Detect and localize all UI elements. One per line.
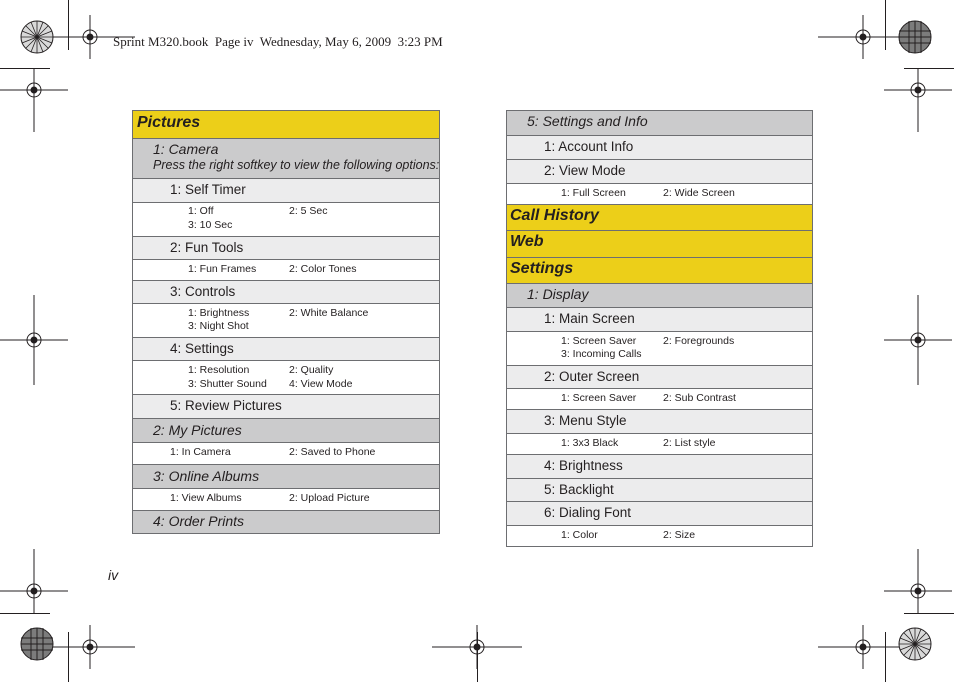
menu-options-controls <box>133 303 439 337</box>
option-text: 2: Sub Contrast <box>663 392 736 404</box>
option-text: 1: 3x3 Black <box>561 437 619 449</box>
menu-item-label: 1: Camera <box>153 141 219 157</box>
option-text: 3: Incoming Calls <box>561 348 642 360</box>
menu-item-dialing-font <box>507 501 812 525</box>
menu-item-label: 5: Review Pictures <box>170 398 282 413</box>
menu-heading-call-history <box>507 204 812 230</box>
settings-menu-table <box>506 110 813 547</box>
option-text: 1: Screen Saver <box>561 335 637 347</box>
menu-options-dialing-font <box>507 525 812 546</box>
menu-item-label: 2: View Mode <box>544 163 626 178</box>
option-text: 2: Wide Screen <box>663 187 735 199</box>
menu-item-outer-screen <box>507 365 812 388</box>
menu-item-label: 3: Controls <box>170 284 236 299</box>
menu-item-label: 3: Online Albums <box>153 468 260 484</box>
menu-item-label: 5: Settings and Info <box>527 113 648 129</box>
menu-options-main-screen <box>507 331 812 365</box>
option-text: 2: White Balance <box>289 307 369 319</box>
option-text: 1: Resolution <box>188 364 250 376</box>
menu-item-display <box>507 283 812 307</box>
option-text: 1: In Camera <box>170 446 231 458</box>
menu-item-settings-and-info <box>507 111 812 135</box>
menu-item-label: 1: Main Screen <box>544 311 635 326</box>
menu-options-view-mode <box>507 183 812 204</box>
menu-item-main-screen <box>507 307 812 331</box>
option-text: 1: Full Screen <box>561 187 626 199</box>
menu-item-menu-style <box>507 409 812 433</box>
menu-options-outer-screen <box>507 388 812 409</box>
menu-item-label: 4: Settings <box>170 341 234 356</box>
menu-item-account-info <box>507 135 812 159</box>
menu-item-label: 5: Backlight <box>544 482 614 497</box>
option-text: 3: Shutter Sound <box>188 378 267 390</box>
option-text: 1: View Albums <box>170 492 242 504</box>
menu-item-online-albums <box>133 464 439 488</box>
option-text: 1: Brightness <box>188 307 250 319</box>
menu-heading-pictures <box>133 111 439 138</box>
book-header-line: Sprint M320.book Page iv Wednesday, May 6, 2009 3:23 PM <box>113 34 443 49</box>
heading-text: Pictures <box>137 114 201 131</box>
option-text: 2: Upload Picture <box>289 492 370 504</box>
menu-item-label: 2: Fun Tools <box>170 240 244 255</box>
option-text: 1: Color <box>561 529 598 541</box>
heading-text: Settings <box>510 260 574 277</box>
menu-item-camera <box>133 138 439 178</box>
menu-options-fun-tools <box>133 259 439 280</box>
menu-item-label: 6: Dialing Font <box>544 505 632 520</box>
menu-heading-web <box>507 230 812 257</box>
pictures-menu-table <box>132 110 440 534</box>
option-text: 1: Fun Frames <box>188 263 257 275</box>
option-text: 1: Off <box>188 205 214 217</box>
menu-item-label: 1: Account Info <box>544 139 634 154</box>
menu-item-label: 4: Order Prints <box>153 513 245 529</box>
heading-text: Call History <box>510 207 599 224</box>
menu-item-review-pictures <box>133 394 439 418</box>
menu-item-label: 4: Brightness <box>544 458 623 473</box>
menu-heading-settings <box>507 257 812 283</box>
menu-options-self-timer <box>133 202 439 236</box>
menu-item-label: 2: My Pictures <box>153 422 242 438</box>
option-text: 3: Night Shot <box>188 320 249 332</box>
option-text: 2: Saved to Phone <box>289 446 376 458</box>
menu-item-controls <box>133 280 439 303</box>
menu-item-self-timer <box>133 178 439 202</box>
option-text: 1: Screen Saver <box>561 392 637 404</box>
menu-options-online-albums <box>133 488 439 510</box>
menu-options-my-pictures <box>133 442 439 464</box>
menu-options-menu-style <box>507 433 812 454</box>
menu-item-label: 1: Self Timer <box>170 182 246 197</box>
option-text: 2: 5 Sec <box>289 205 328 217</box>
menu-item-label: 2: Outer Screen <box>544 369 640 384</box>
option-text: 2: Size <box>663 529 696 541</box>
option-text: 2: List style <box>663 437 716 449</box>
menu-item-brightness <box>507 454 812 478</box>
menu-item-backlight <box>507 478 812 501</box>
menu-item-settings <box>133 337 439 360</box>
heading-text: Web <box>510 233 544 250</box>
menu-item-note: Press the right softkey to view the following options: <box>153 158 440 172</box>
menu-item-my-pictures <box>133 418 439 442</box>
option-text: 2: Quality <box>289 364 334 376</box>
menu-options-settings <box>133 360 439 394</box>
menu-item-order-prints <box>133 510 439 533</box>
option-text: 2: Color Tones <box>289 263 357 275</box>
option-text: 3: 10 Sec <box>188 219 233 231</box>
menu-item-fun-tools <box>133 236 439 259</box>
option-text: 2: Foregrounds <box>663 335 735 347</box>
menu-item-label: 3: Menu Style <box>544 413 627 428</box>
option-text: 4: View Mode <box>289 378 353 390</box>
menu-item-label: 1: Display <box>527 286 589 302</box>
menu-item-view-mode <box>507 159 812 183</box>
page-number: iv <box>108 567 119 583</box>
